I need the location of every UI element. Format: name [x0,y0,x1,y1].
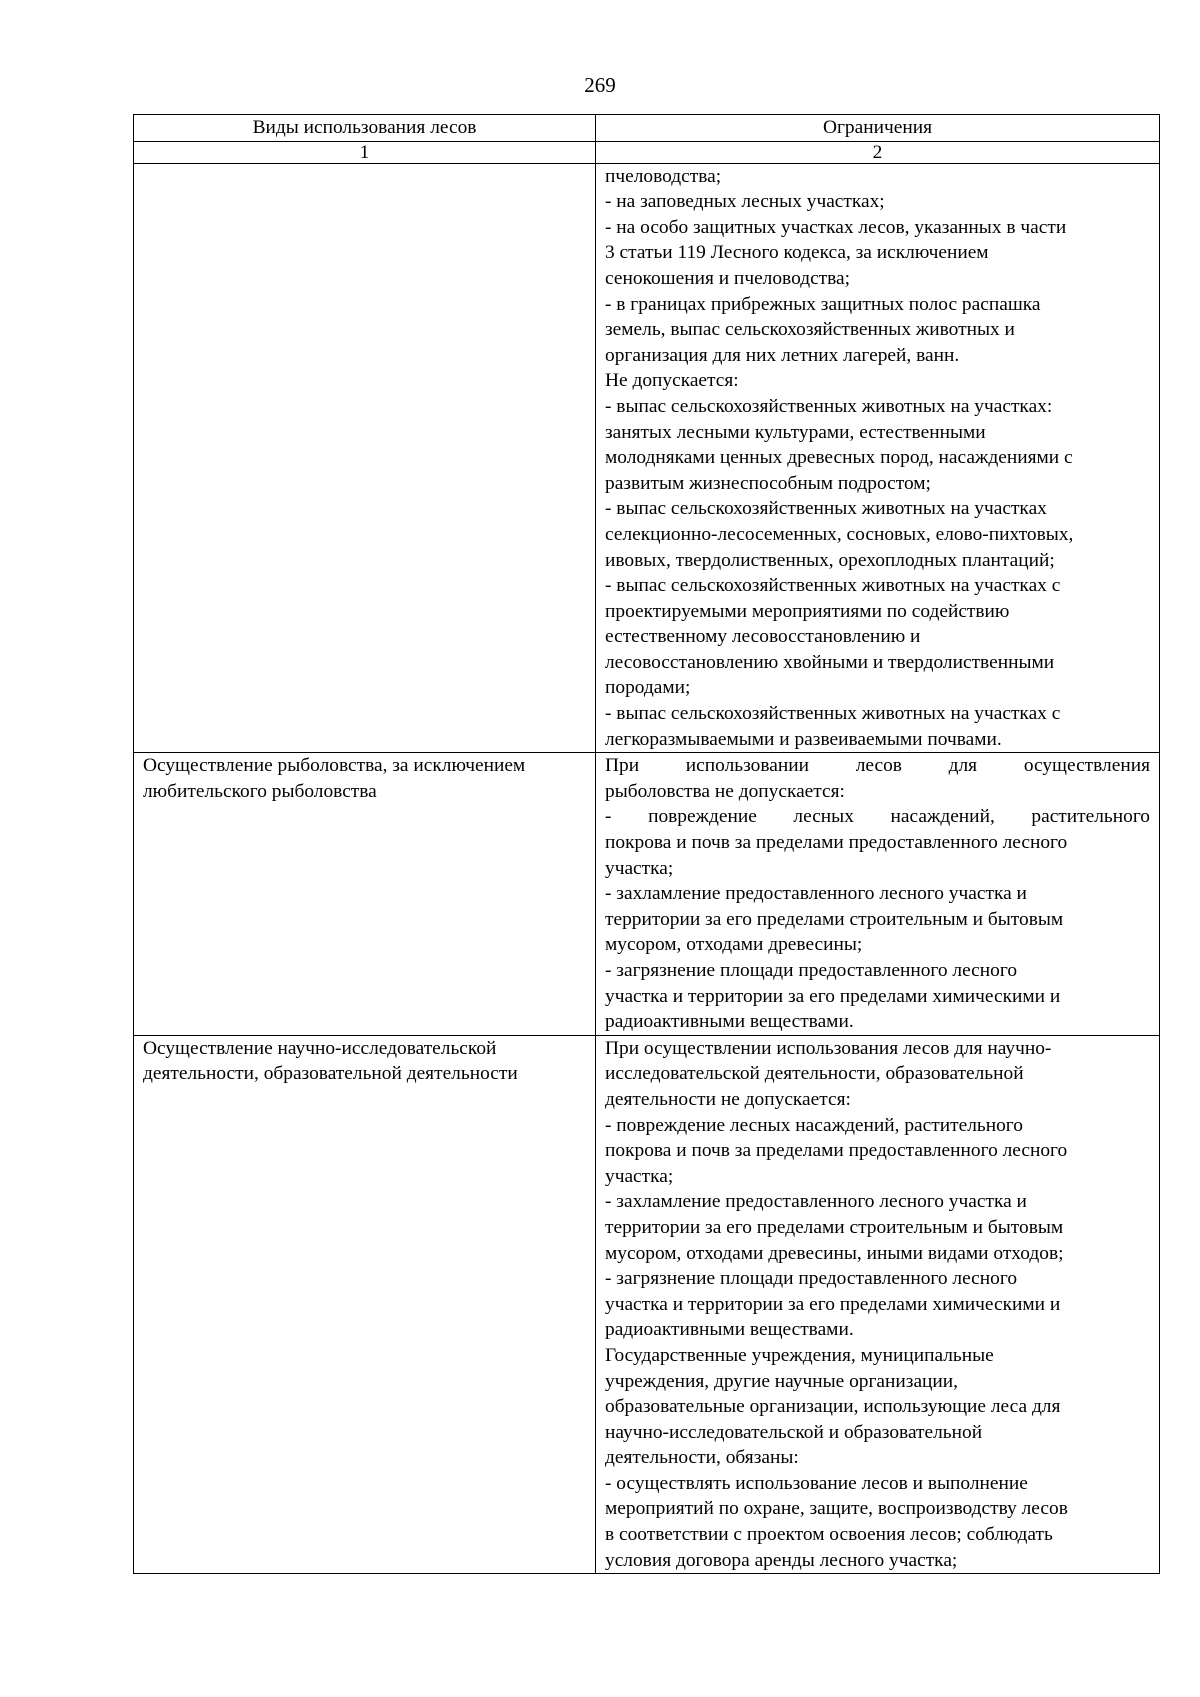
text-line: образовательные организации, использующие леса для [605,1396,1061,1418]
text-line: ивовых, твердолиственных, орехоплодных плантаций; [605,549,1055,571]
text-line: породами; [605,677,691,699]
text-line: покрова и почв за пределами предоставленного лесного [605,832,1068,854]
text-line: - повреждение лесных насаждений, растительного [605,806,1150,828]
text-line: При использовании лесов для осуществления [605,755,1150,777]
text-line: пчеловодства; [605,165,722,187]
text-line: - осуществлять использование лесов и выполнение [605,1472,1028,1494]
text-line: покрова и почв за пределами предоставленного лесного [605,1140,1068,1162]
text-line: молодняками ценных древесных пород, насаждениями с [605,447,1073,469]
text-line: деятельности, образовательной деятельности [143,1063,518,1085]
text-line: исследовательской деятельности, образовательной [605,1063,1024,1085]
text-line: - на заповедных лесных участках; [605,191,885,213]
restrictions-table [133,114,1160,1574]
text-line: деятельности не допускается: [605,1088,851,1110]
column-number-2: 2 [596,141,1160,163]
column-number-1: 1 [134,141,596,163]
text-line: - на особо защитных участках лесов, указанных в части [605,216,1067,238]
text-line: селекционно-лесосеменных, сосновых, елово-пихтовых, [605,523,1074,545]
text-line: 3 статьи 119 Лесного кодекса, за исключением [605,242,989,264]
header-restrictions: Ограничения [596,115,1160,142]
text-line: При осуществлении использования лесов для научно- [605,1037,1052,1059]
table-column-numbers-row [134,141,1160,163]
text-line: участка; [605,1165,674,1187]
text-line: - загрязнение площади предоставленного лесного [605,960,1018,981]
text-line: - выпас сельскохозяйственных животных на участках с [605,575,1061,597]
text-line: занятых лесными культурами, естественными [605,421,986,443]
text-line: в соответствии с проектом освоения лесов; соблюдать [605,1524,1053,1546]
text-line: - загрязнение площади предоставленного лесного [605,1268,1018,1290]
text-line: - выпас сельскохозяйственных животных на участках [605,498,1047,520]
text-line: учреждения, другие научные организации, [605,1370,959,1392]
usage-cell [134,163,596,753]
text-line: деятельности, обязаны: [605,1447,799,1469]
text-line: - захламление предоставленного лесного участка и [605,1191,1027,1213]
usage-cell [134,1035,596,1573]
page-number: 269 [584,73,616,97]
text-line: легкоразмываемыми и развеиваемыми почвами. [605,728,1002,750]
text-line: Осуществление рыболовства, за исключением [143,755,526,777]
table-header-row [134,115,1160,142]
text-line: проектируемыми мероприятиями по содействию [605,600,1010,622]
restrictions-cell [596,753,1160,1036]
restrictions-cell [596,1035,1160,1573]
header-usage-types: Виды использования лесов [134,115,596,142]
text-line: условия договора аренды лесного участка; [605,1549,958,1571]
text-line: научно-исследовательской и образовательной [605,1421,983,1443]
text-line: сенокошения и пчеловодства; [605,267,851,289]
text-line: земель, выпас сельскохозяйственных животных и [605,319,1015,341]
text-line: Государственные учреждения, муниципальные [605,1344,994,1366]
text-line: Осуществление научно-исследовательской [143,1037,497,1059]
text-line: - выпас сельскохозяйственных животных на участках: [605,395,1053,417]
text-line: - в границах прибрежных защитных полос распашка [605,293,1041,315]
table-row [134,163,1160,753]
text-line: участка и территории за его пределами химическими и [605,1293,1061,1315]
text-line: участка; [605,857,674,879]
text-line: лесовосстановлению хвойными и твердолиственными [605,651,1055,673]
text-line: развитым жизнеспособным подростом; [605,472,931,494]
text-line: естественному лесовосстановлению и [605,626,921,648]
text-line: мероприятий по охране, защите, воспроизводству лесов [605,1498,1068,1520]
text-line: организация для них летних лагерей, ванн. [605,344,960,366]
text-line: любительского рыболовства [143,780,377,802]
text-line: территории за его пределами строительным и бытовым [605,1216,1064,1238]
restrictions-cell [596,163,1160,753]
text-line: мусором, отходами древесины, иными видами отходов; [605,1242,1064,1264]
text-line: - выпас сельскохозяйственных животных на участках с [605,703,1061,725]
table-row [134,1035,1160,1573]
table-row [134,753,1160,1036]
text-line: рыболовства не допускается: [605,780,845,802]
text-line: мусором, отходами древесины; [605,934,863,956]
text-line: Не допускается: [605,370,739,392]
usage-cell [134,753,596,1036]
text-line: радиоактивными веществами. [605,1011,854,1033]
text-line: участка и территории за его пределами химическими и [605,985,1061,1007]
text-line: - повреждение лесных насаждений, растительного [605,1114,1023,1136]
text-line: радиоактивными веществами. [605,1319,854,1341]
text-line: - захламление предоставленного лесного участка и [605,883,1027,905]
text-line: территории за его пределами строительным и бытовым [605,908,1064,930]
